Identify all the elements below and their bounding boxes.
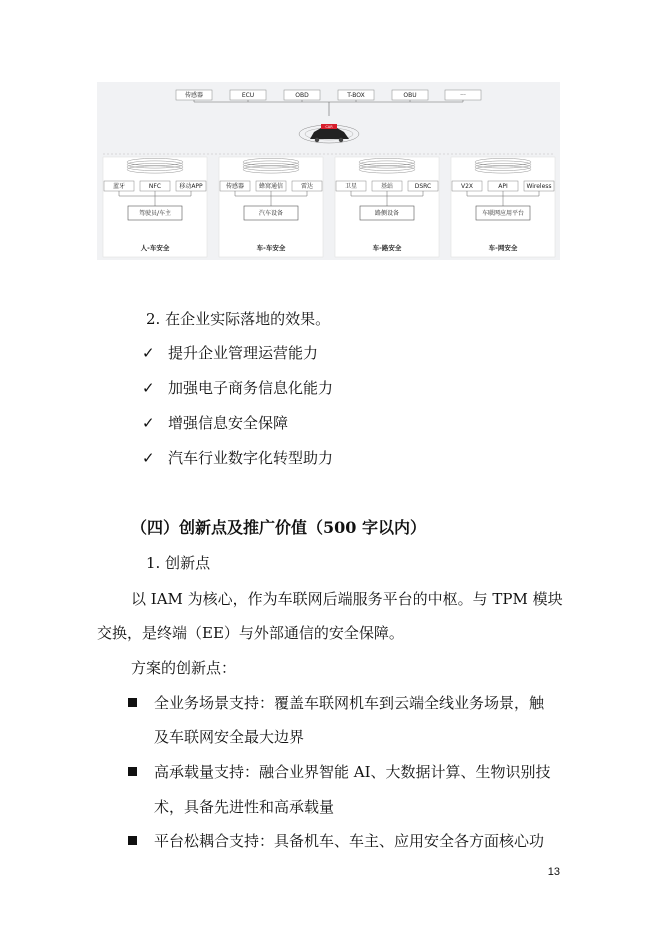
panel-node-label: 卫星 [344,183,358,190]
bullet-line: 及车联网安全最大边界 [154,728,305,746]
top-node-label: OBU [403,92,417,99]
lead-text: 方案的创新点： [131,659,237,677]
panel-title: 人-车安全 [140,244,170,252]
panel-title: 车-网安全 [488,244,518,252]
panel-node-label: API [498,183,508,190]
panel [103,157,207,257]
top-node [284,90,320,102]
square-bullet-icon [128,836,137,845]
device-label: 路侧设备 [374,210,400,217]
top-node-label: OBD [295,92,309,99]
panel-node-label: 蓝牙 [112,183,126,190]
check-icon: ✓ [142,414,155,432]
panel-node-label: 基站 [380,183,394,190]
check-item: 增强信息安全保障 [168,414,289,432]
check-icon: ✓ [142,344,155,362]
bullet-line: 全业务场景支持：覆盖车联网机车到云端全线业务场景，触 [154,694,545,712]
panel [219,157,323,257]
section4-heading: （四）创新点及推广价值（500 字以内） [131,518,426,537]
bullet-line: 高承载量支持：融合业界智能 AI、大数据计算、生物识别技 [154,763,551,781]
architecture-diagram [97,82,560,260]
paragraph-line: 交换，是终端（EE）与外部通信的安全保障。 [97,624,404,642]
page-number: 13 [547,866,560,878]
panel [451,157,555,257]
top-node-label: ECU [241,92,255,99]
top-node [230,90,266,102]
top-node-label: ··· [460,92,466,99]
panel-node-label: 移动APP [179,183,203,190]
panel-node-label: 蜂窝通信 [258,183,284,190]
top-node-label: T-BOX [347,92,365,99]
bullet-line: 术，具备先进性和高承载量 [154,798,335,816]
panel [335,157,439,257]
check-icon: ✓ [142,379,155,397]
top-node [445,90,481,102]
panel-title: 车-车安全 [256,244,286,252]
panel-node-label: 传感器 [225,183,245,190]
section4-subheading: 1. 创新点 [146,554,211,572]
check-item: 加强电子商务信息化能力 [168,379,334,397]
square-bullet-icon [128,767,137,776]
top-node-label: 传感器 [184,92,204,99]
check-item: 提升企业管理运营能力 [168,344,319,362]
check-icon: ✓ [142,449,155,467]
check-item: 汽车行业数字化转型助力 [168,449,334,467]
top-node [392,90,428,102]
paragraph-line: 以 IAM 为核心，作为车联网后端服务平台的中枢。与 TPM 模块 [131,590,563,608]
panel-node-label: V2X [460,183,474,190]
device-label: 驾驶员/车主 [138,210,172,217]
car-label: CAR [325,125,333,129]
car-icon [299,124,359,143]
section2-heading: 2. 在企业实际落地的效果。 [146,310,331,328]
device-label: 汽车设备 [258,210,284,217]
device-label: 车联网应用平台 [481,210,525,217]
panel-node-label: Wireless [526,183,552,190]
architecture-figure [97,82,560,260]
top-node [338,90,374,102]
panel-node-label: NFC [148,183,162,190]
panel-node-label: 雷达 [300,183,314,190]
bullet-line: 平台松耦合支持：具备机车、车主、应用安全各方面核心功 [154,832,545,850]
top-node [176,90,212,102]
square-bullet-icon [128,698,137,707]
panel-node-label: DSRC [414,183,432,190]
panel-title: 车-路安全 [372,244,402,252]
